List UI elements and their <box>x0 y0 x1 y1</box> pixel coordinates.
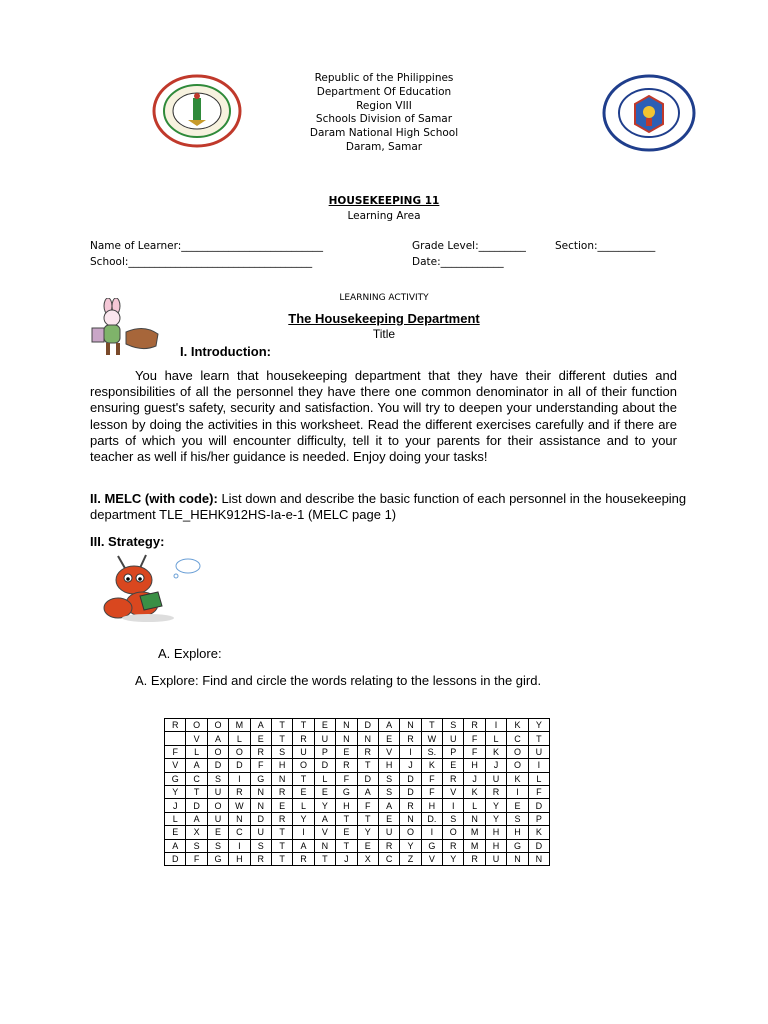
grid-cell[interactable]: S <box>507 812 528 825</box>
grid-row <box>165 719 550 732</box>
grid-cell[interactable]: U <box>250 826 271 839</box>
grid-cell[interactable]: R <box>357 745 378 758</box>
grid-cell[interactable]: D <box>400 785 421 798</box>
grid-cell[interactable]: A <box>250 719 271 732</box>
grid-cell[interactable]: E <box>378 812 399 825</box>
grid-cell[interactable]: G <box>336 785 357 798</box>
introduction-paragraph: You have learn that housekeeping department that they have their different duties and responsibilities of all the personnel they have there one common denominator in all of their function ensuring guest's safety, security and satisfaction. You will try to deepen your understanding about the lesson by doing the activities in this worksheet. Read the different exercises carefully and if there are parts of which you will encounter difficulty, tell it to your parents for their assistance and to your teacher as well if his/her guidance is needed. Enjoy doing your tasks! <box>90 368 677 465</box>
grid-cell[interactable]: O <box>400 826 421 839</box>
date-field[interactable]: Date:____________ <box>412 256 504 268</box>
grid-cell[interactable]: W <box>421 732 442 745</box>
grid-cell[interactable]: T <box>357 759 378 772</box>
learner-name-field[interactable]: Name of Learner:___________________________ <box>90 240 323 252</box>
grid-cell[interactable]: E <box>378 732 399 745</box>
grid-cell[interactable]: E <box>293 785 314 798</box>
header-line: Region VIII <box>356 99 412 112</box>
school-seal-logo <box>152 74 242 148</box>
grid-cell[interactable]: R <box>464 719 485 732</box>
grid-cell[interactable]: I <box>528 759 549 772</box>
learning-area-label: Learning Area <box>347 210 421 222</box>
grid-cell[interactable]: S <box>207 839 228 852</box>
grid-cell[interactable]: F <box>336 772 357 785</box>
grid-cell[interactable]: R <box>250 745 271 758</box>
grid-cell[interactable]: N <box>528 852 549 865</box>
grid-row <box>165 759 550 772</box>
grid-cell[interactable]: R <box>293 852 314 865</box>
learning-activity-label: LEARNING ACTIVITY <box>339 293 429 303</box>
grid-cell[interactable]: O <box>207 799 228 812</box>
melc-section <box>90 491 690 523</box>
grid-cell[interactable]: F <box>250 759 271 772</box>
grid-cell[interactable]: H <box>485 826 506 839</box>
grid-cell[interactable]: Y <box>293 812 314 825</box>
section-field[interactable]: Section:___________ <box>555 240 656 252</box>
grid-cell[interactable]: E <box>207 826 228 839</box>
grid-cell[interactable]: D <box>250 812 271 825</box>
grid-cell[interactable]: H <box>507 826 528 839</box>
activity-title-caption: Title <box>372 327 396 341</box>
grid-row <box>165 812 550 825</box>
grid-cell[interactable]: K <box>464 785 485 798</box>
grid-cell[interactable]: R <box>378 839 399 852</box>
grid-cell[interactable]: P <box>528 812 549 825</box>
grid-cell[interactable]: A <box>207 732 228 745</box>
school-header <box>250 72 518 155</box>
grid-cell[interactable]: Z <box>400 852 421 865</box>
grid-cell[interactable]: V <box>186 732 207 745</box>
grid-cell[interactable]: F <box>464 732 485 745</box>
grid-cell[interactable]: N <box>464 812 485 825</box>
grid-cell[interactable]: O <box>229 745 250 758</box>
grid-cell[interactable]: R <box>229 785 250 798</box>
grid-cell[interactable]: A <box>314 812 335 825</box>
grid-cell[interactable]: L <box>229 732 250 745</box>
grid-cell[interactable]: U <box>378 826 399 839</box>
grid-cell[interactable]: H <box>229 852 250 865</box>
grid-cell[interactable]: F <box>186 852 207 865</box>
grid-cell[interactable]: I <box>421 826 442 839</box>
grid-cell[interactable]: T <box>271 852 292 865</box>
grid-cell[interactable]: Y <box>528 719 549 732</box>
grid-cell[interactable]: C <box>229 826 250 839</box>
grid-cell[interactable]: D <box>357 719 378 732</box>
grid-cell[interactable]: O <box>293 759 314 772</box>
grid-row <box>165 852 550 865</box>
grid-cell[interactable]: Y <box>400 839 421 852</box>
grid-cell[interactable]: R <box>271 812 292 825</box>
grid-cell[interactable]: K <box>528 826 549 839</box>
grid-cell[interactable]: S <box>378 772 399 785</box>
grid-cell[interactable]: S <box>443 719 464 732</box>
grid-cell[interactable]: Y <box>165 785 186 798</box>
grid-cell[interactable]: R <box>271 785 292 798</box>
grid-cell[interactable]: H <box>464 759 485 772</box>
ant-illustration <box>96 552 204 626</box>
grid-cell[interactable]: S. <box>421 745 442 758</box>
grid-cell[interactable]: I <box>229 839 250 852</box>
grid-cell[interactable]: E <box>357 839 378 852</box>
grid-cell[interactable]: Y <box>314 799 335 812</box>
grid-cell[interactable]: R <box>400 799 421 812</box>
grid-cell[interactable]: E <box>314 785 335 798</box>
explore-label: A. Explore: <box>158 646 222 661</box>
grid-cell[interactable]: U <box>485 852 506 865</box>
activity-title: The Housekeeping Department <box>288 311 480 326</box>
grid-cell[interactable]: D <box>229 759 250 772</box>
grid-cell[interactable]: N <box>507 852 528 865</box>
grid-cell[interactable]: T <box>357 812 378 825</box>
grid-cell[interactable]: G <box>165 772 186 785</box>
grid-cell[interactable]: F <box>464 745 485 758</box>
grid-cell[interactable]: I <box>400 745 421 758</box>
grid-cell[interactable]: E <box>443 759 464 772</box>
grid-cell[interactable]: T <box>336 839 357 852</box>
grid-cell[interactable]: R <box>464 852 485 865</box>
grid-cell[interactable]: Y <box>485 812 506 825</box>
grid-cell[interactable]: U <box>443 732 464 745</box>
grid-cell[interactable]: L <box>293 799 314 812</box>
grid-cell[interactable]: R <box>443 839 464 852</box>
grid-cell[interactable]: N <box>336 719 357 732</box>
grid-cell[interactable]: I <box>485 719 506 732</box>
grid-cell[interactable]: R <box>336 759 357 772</box>
grid-cell[interactable]: Y <box>485 799 506 812</box>
grid-cell[interactable]: O <box>507 745 528 758</box>
grid-cell[interactable]: N <box>336 732 357 745</box>
grid-cell[interactable]: A <box>357 785 378 798</box>
grid-cell[interactable]: L <box>528 772 549 785</box>
grid-cell[interactable]: S <box>250 839 271 852</box>
grid-cell[interactable]: H <box>378 759 399 772</box>
grid-cell[interactable]: T <box>314 852 335 865</box>
grid-row <box>165 785 550 798</box>
grid-cell[interactable]: G <box>207 852 228 865</box>
grid-cell[interactable]: E <box>336 745 357 758</box>
grid-cell[interactable]: L <box>464 799 485 812</box>
grid-cell[interactable]: F <box>528 785 549 798</box>
grid-cell[interactable]: N <box>314 839 335 852</box>
grid-cell[interactable]: H <box>271 759 292 772</box>
grid-cell[interactable]: T <box>293 772 314 785</box>
grid-cell[interactable]: I <box>229 772 250 785</box>
grid-cell[interactable]: E <box>250 732 271 745</box>
grid-cell[interactable]: T <box>528 732 549 745</box>
grid-cell[interactable]: K <box>485 745 506 758</box>
grid-cell[interactable]: F <box>165 745 186 758</box>
grid-cell[interactable]: R <box>443 772 464 785</box>
grid-cell[interactable]: H <box>336 799 357 812</box>
grid-cell[interactable]: L <box>314 772 335 785</box>
grid-cell[interactable]: L <box>165 812 186 825</box>
grid-cell[interactable]: D <box>400 772 421 785</box>
grid-cell[interactable]: R <box>485 785 506 798</box>
grid-cell[interactable]: M <box>464 839 485 852</box>
grid-cell[interactable]: P <box>314 745 335 758</box>
grid-cell[interactable]: D. <box>421 812 442 825</box>
grid-cell[interactable]: O <box>207 745 228 758</box>
grid-cell[interactable]: H <box>485 839 506 852</box>
grid-row <box>165 799 550 812</box>
header-line: Republic of the Philippines <box>314 72 454 84</box>
grid-cell[interactable]: N <box>400 812 421 825</box>
grid-cell[interactable]: X <box>357 852 378 865</box>
grid-cell[interactable]: N <box>357 732 378 745</box>
grid-cell[interactable]: D <box>314 759 335 772</box>
grid-cell[interactable]: W <box>229 799 250 812</box>
grid-cell[interactable]: T <box>271 719 292 732</box>
grid-cell[interactable]: S <box>378 785 399 798</box>
grid-cell[interactable]: U <box>207 812 228 825</box>
grid-cell[interactable]: T <box>271 732 292 745</box>
header-line: Daram, Samar <box>345 140 423 153</box>
grid-cell[interactable]: V <box>421 852 442 865</box>
grid-cell[interactable]: O <box>507 759 528 772</box>
grid-cell[interactable]: H <box>421 799 442 812</box>
grid-cell[interactable]: S <box>207 772 228 785</box>
grid-cell[interactable]: F <box>421 772 442 785</box>
grid-cell[interactable]: D <box>357 772 378 785</box>
grid-cell[interactable]: T <box>186 785 207 798</box>
grid-cell[interactable]: A <box>165 839 186 852</box>
header-line: Department Of Education <box>316 85 452 98</box>
grid-cell[interactable]: T <box>336 812 357 825</box>
grid-cell[interactable]: J <box>400 759 421 772</box>
grid-row <box>165 745 550 758</box>
grid-cell[interactable]: A <box>378 719 399 732</box>
strategy-heading: III. Strategy: <box>90 534 165 549</box>
grid-cell[interactable]: E <box>165 826 186 839</box>
header-line: Schools Division of Samar <box>315 113 453 126</box>
grid-cell[interactable]: D <box>165 852 186 865</box>
grid-cell[interactable]: G <box>421 839 442 852</box>
grid-cell[interactable]: E <box>507 799 528 812</box>
grid-cell[interactable]: S <box>443 812 464 825</box>
grid-cell[interactable]: U <box>314 732 335 745</box>
grid-cell[interactable]: I <box>293 826 314 839</box>
grid-cell[interactable]: J <box>336 852 357 865</box>
grid-cell[interactable]: N <box>229 812 250 825</box>
grid-cell[interactable]: N <box>250 785 271 798</box>
grid-cell[interactable]: G <box>250 772 271 785</box>
grid-cell[interactable]: A <box>378 799 399 812</box>
rabbit-illustration <box>86 298 166 358</box>
grid-cell[interactable]: J <box>165 799 186 812</box>
grid-cell[interactable]: R <box>293 732 314 745</box>
melc-heading: II. MELC (with code): <box>90 491 218 506</box>
grid-cell[interactable]: K <box>507 772 528 785</box>
grid-cell[interactable]: S <box>271 745 292 758</box>
grid-cell[interactable]: O <box>186 719 207 732</box>
grid-cell[interactable]: P <box>443 745 464 758</box>
grid-cell[interactable]: U <box>293 745 314 758</box>
grid-cell[interactable] <box>165 732 186 745</box>
grid-cell[interactable]: X <box>186 826 207 839</box>
grid-cell[interactable]: J <box>464 772 485 785</box>
melc-text: List down and describe the basic function of each personnel in the housekeeping department TLE_HEHK912HS-Ia-e-1 (MELC page 1) <box>90 491 687 523</box>
grid-cell[interactable]: A <box>293 839 314 852</box>
grid-cell[interactable]: D <box>528 839 549 852</box>
grid-cell[interactable]: R <box>250 852 271 865</box>
grid-cell[interactable]: L <box>485 732 506 745</box>
explore-instruction: A. Explore: Find and circle the words relating to the lessons in the gird. <box>135 673 542 688</box>
grid-cell[interactable]: T <box>421 719 442 732</box>
introduction-heading: I. Introduction: <box>180 344 271 359</box>
grid-cell[interactable]: N <box>271 772 292 785</box>
grid-cell[interactable]: M <box>229 719 250 732</box>
grid-cell[interactable]: V <box>314 826 335 839</box>
grid-cell[interactable]: O <box>443 826 464 839</box>
grid-cell[interactable]: T <box>271 826 292 839</box>
grid-cell[interactable]: C <box>378 852 399 865</box>
grid-cell[interactable]: E <box>314 719 335 732</box>
grid-cell[interactable]: D <box>528 799 549 812</box>
grid-row <box>165 772 550 785</box>
subject-block <box>250 194 518 224</box>
grid-cell[interactable]: Y <box>443 852 464 865</box>
grid-cell[interactable]: M <box>464 826 485 839</box>
grid-cell[interactable]: U <box>528 745 549 758</box>
grid-cell[interactable]: U <box>207 785 228 798</box>
grid-cell[interactable]: J <box>485 759 506 772</box>
grid-cell[interactable]: Y <box>357 826 378 839</box>
grid-cell[interactable]: N <box>400 719 421 732</box>
grid-cell[interactable]: E <box>336 826 357 839</box>
grid-cell[interactable]: R <box>400 732 421 745</box>
grid-cell[interactable]: V <box>378 745 399 758</box>
grid-cell[interactable]: N <box>250 799 271 812</box>
grid-cell[interactable]: U <box>485 772 506 785</box>
subject-name: HOUSEKEEPING 11 <box>328 195 440 207</box>
grid-cell[interactable]: I <box>443 799 464 812</box>
deped-seal-logo <box>602 74 696 152</box>
grid-cell[interactable]: L <box>186 745 207 758</box>
grid-cell[interactable]: T <box>271 839 292 852</box>
grid-cell[interactable]: G <box>507 839 528 852</box>
grid-cell[interactable]: A <box>186 812 207 825</box>
grid-row <box>165 826 550 839</box>
grid-cell[interactable]: K <box>507 719 528 732</box>
grid-cell[interactable]: I <box>507 785 528 798</box>
grid-cell[interactable]: D <box>207 759 228 772</box>
grid-cell[interactable]: C <box>507 732 528 745</box>
grid-cell[interactable]: F <box>421 785 442 798</box>
school-field[interactable]: School:___________________________________ <box>90 256 313 268</box>
grid-cell[interactable]: E <box>271 799 292 812</box>
grid-cell[interactable]: D <box>186 799 207 812</box>
grid-row <box>165 839 550 852</box>
grid-cell[interactable]: S <box>186 839 207 852</box>
grid-cell[interactable]: V <box>443 785 464 798</box>
grid-cell[interactable]: V <box>165 759 186 772</box>
grid-cell[interactable]: R <box>165 719 186 732</box>
grid-cell[interactable]: K <box>421 759 442 772</box>
header-line: Daram National High School <box>309 127 459 140</box>
grade-level-field[interactable]: Grade Level:_________ <box>412 240 526 252</box>
grid-cell[interactable]: A <box>186 759 207 772</box>
grid-cell[interactable]: T <box>293 719 314 732</box>
grid-cell[interactable]: C <box>186 772 207 785</box>
word-search-grid <box>164 718 550 866</box>
grid-cell[interactable]: O <box>207 719 228 732</box>
grid-cell[interactable]: F <box>357 799 378 812</box>
grid-row <box>165 732 550 745</box>
